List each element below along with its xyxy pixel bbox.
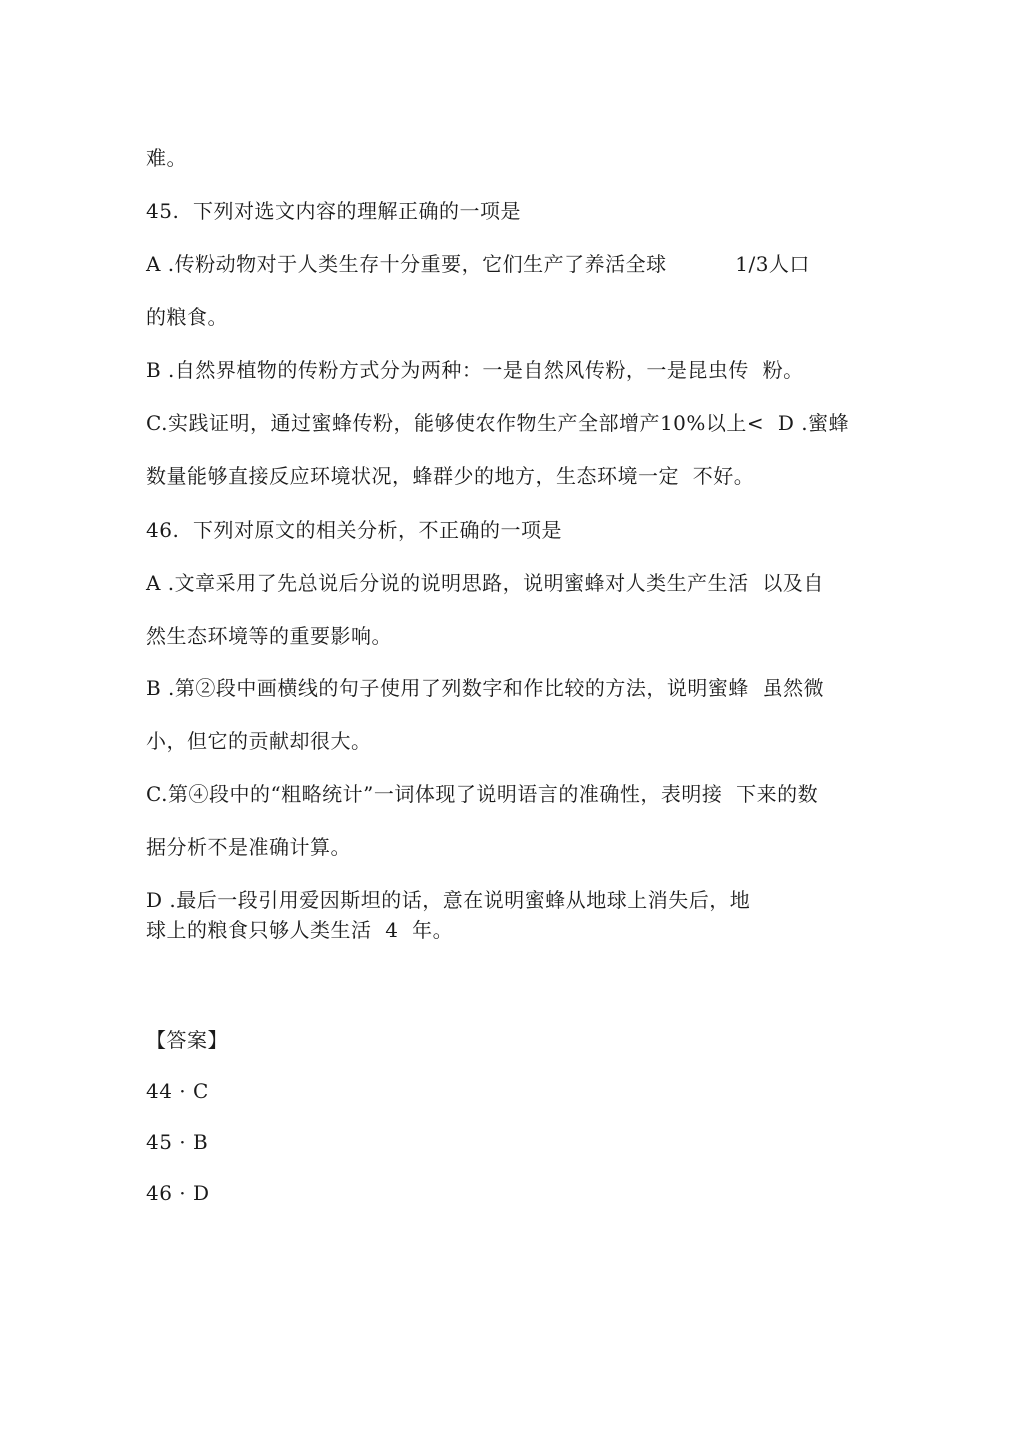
answer-heading: 【答案】 [146,1028,228,1052]
question-46-option-a-line-2: 然生态环境等的重要影响。 [146,624,392,648]
question-46-option-d-line-2: 球上的粮食只够人类生活 4 年。 [146,918,454,942]
question-46-option-c-line-2: 据分析不是准确计算。 [146,835,351,859]
answer-46: 46 · D [146,1181,210,1205]
question-46-option-c-line-1: C.第④段中的“粗略统计”一词体现了说明语言的准确性，表明接 下来的数 [146,782,819,806]
text-line-continuation: 难。 [146,146,187,170]
question-45-option-a-line-1: A .传粉动物对于人类生存十分重要，它们生产了养活全球 1/3人口 [146,252,810,276]
question-45-option-a-line-2: 的粮食。 [146,305,228,329]
question-45-option-d-line-2: 数量能够直接反应环境状况，蜂群少的地方，生态环境一定 不好。 [146,464,755,488]
question-46-option-b-line-1: B .第②段中画横线的句子使用了列数字和作比较的方法，说明蜜蜂 虽然微 [146,676,825,700]
answer-44: 44 · C [146,1079,209,1103]
question-46-option-b-line-2: 小，但它的贡献却很大。 [146,729,372,753]
question-45-stem: 45. 下列对选文内容的理解正确的一项是 [146,199,522,223]
answer-45: 45 · B [146,1130,209,1154]
question-46-option-a-line-1: A .文章采用了先总说后分说的说明思路，说明蜜蜂对人类生产生活 以及自 [146,571,824,595]
question-46-option-d-line-1: D .最后一段引用爱因斯坦的话，意在说明蜜蜂从地球上消失后，地 [146,888,751,912]
question-46-stem: 46. 下列对原文的相关分析，不正确的一项是 [146,518,563,542]
question-45-option-b: B .自然界植物的传粉方式分为两种：一是自然风传粉，一是昆虫传 粉。 [146,358,804,382]
question-45-option-c-d-line-1: C.实践证明，通过蜜蜂传粉，能够使农作物生产全部增产10%以上< D .蜜蜂 [146,411,850,435]
